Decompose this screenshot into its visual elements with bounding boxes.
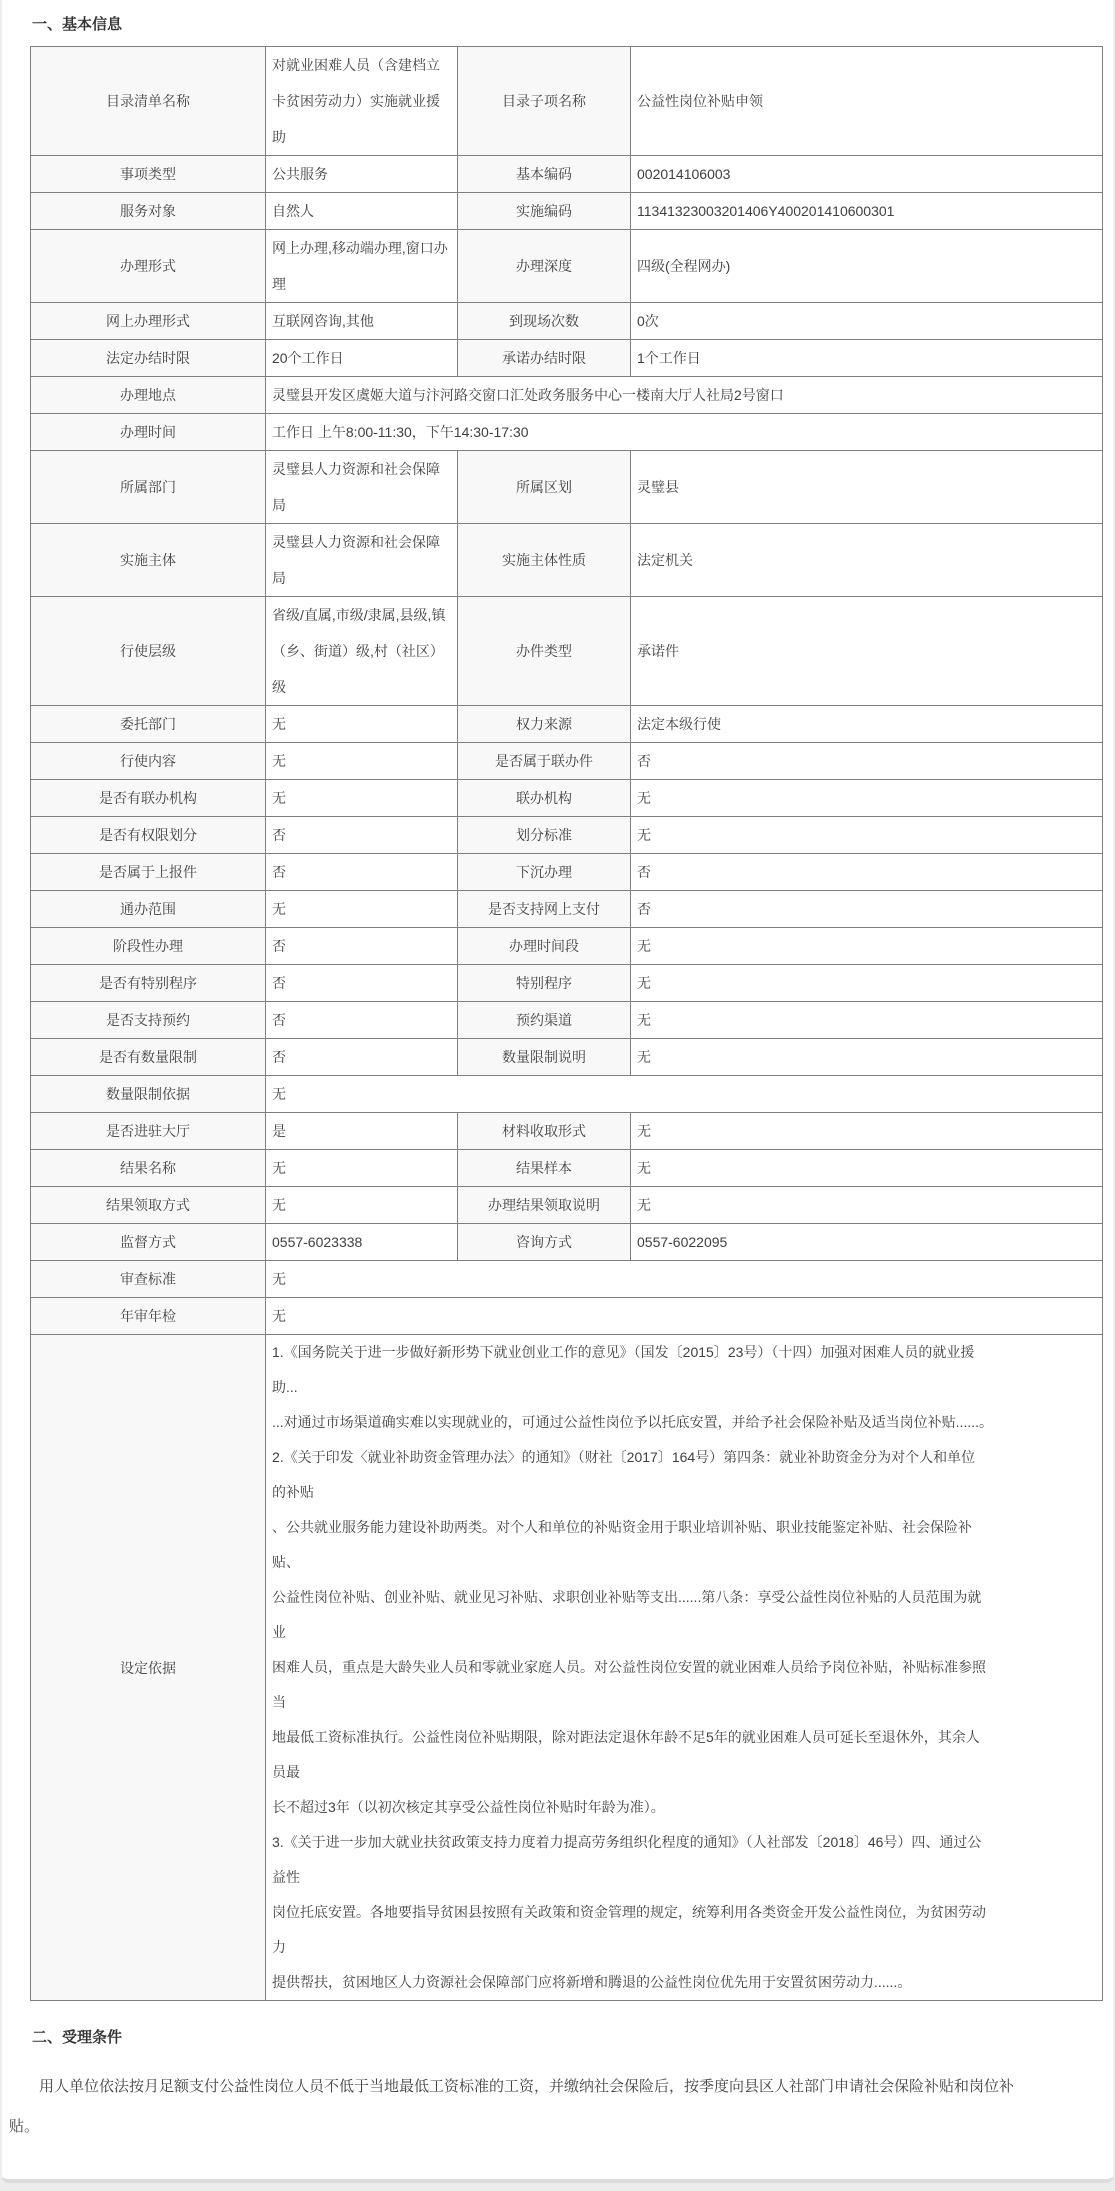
legal-basis-line: 困难人员，重点是大龄失业人员和零就业家庭人员。对公益性岗位安置的就业困难人员给予岗位补贴，补贴标准参照 xyxy=(272,1659,986,1675)
table-row xyxy=(31,340,1103,377)
legal-basis-line: 业 xyxy=(272,1624,286,1640)
table-row xyxy=(31,1039,1103,1076)
table-row xyxy=(31,891,1103,928)
field-label: 办理形式 xyxy=(31,230,266,303)
service-detail-page xyxy=(1,0,1114,2183)
field-label: 结果名称 xyxy=(31,1150,266,1187)
field-label: 设定依据 xyxy=(31,1335,266,2001)
field-label: 是否进驻大厅 xyxy=(31,1113,266,1150)
field-value: 是 xyxy=(266,1113,458,1150)
table-row xyxy=(31,1224,1103,1261)
field-value: 否 xyxy=(266,817,458,854)
section-title-conditions: 二、受理条件 xyxy=(32,2029,123,2046)
field-value: 灵璧县开发区虞姬大道与汴河路交窗口汇处政务服务中心一楼南大厅人社局2号窗口 xyxy=(266,377,1103,414)
legal-basis-line: 力 xyxy=(272,1939,286,1955)
field-value: 1个工作日 xyxy=(631,340,1103,377)
legal-basis-line: 长不超过3年（以初次核定其享受公益性岗位补贴时年龄为准）。 xyxy=(272,1799,665,1815)
field-value: 工作日 上午8:00-11:30，下午14:30-17:30 xyxy=(266,414,1103,451)
table-row xyxy=(31,597,1103,706)
field-value: 四级(全程网办) xyxy=(631,230,1103,303)
table-row xyxy=(31,743,1103,780)
table-row xyxy=(31,524,1103,597)
field-value: 否 xyxy=(266,1039,458,1076)
table-row xyxy=(31,1335,1103,2001)
field-label: 网上办理形式 xyxy=(31,303,266,340)
basic-info-table xyxy=(30,46,1103,2001)
field-label: 联办机构 xyxy=(458,780,631,817)
field-label: 是否属于上报件 xyxy=(31,854,266,891)
table-row xyxy=(31,193,1103,230)
field-value: 公益性岗位补贴申领 xyxy=(631,47,1103,156)
field-label: 行使层级 xyxy=(31,597,266,706)
table-row xyxy=(31,1150,1103,1187)
field-label: 是否支持网上支付 xyxy=(458,891,631,928)
legal-basis-line: ...对通过市场渠道确实难以实现就业的，可通过公益性岗位予以托底安置，并给予社会保险补贴及适当岗位补贴......。 xyxy=(272,1414,994,1430)
field-value: 灵璧县人力资源和社会保障局 xyxy=(266,524,458,597)
field-value: 对就业困难人员（含建档立卡贫困劳动力）实施就业援助 xyxy=(266,47,458,156)
legal-basis-line: 贴、 xyxy=(272,1554,300,1570)
field-label: 是否属于联办件 xyxy=(458,743,631,780)
basic-info-body xyxy=(31,47,1103,2001)
field-value: 0557-6022095 xyxy=(631,1224,1103,1261)
field-value: 无 xyxy=(266,1298,1103,1335)
field-value: 无 xyxy=(631,1039,1103,1076)
field-value: 网上办理,移动端办理,窗口办理 xyxy=(266,230,458,303)
field-value: 否 xyxy=(631,891,1103,928)
legal-basis-line: 公益性岗位补贴、创业补贴、就业见习补贴、求职创业补贴等支出......第八条：享受公益性岗位补贴的人员范围为就 xyxy=(272,1589,982,1605)
field-value: 无 xyxy=(631,780,1103,817)
field-value: 无 xyxy=(266,1261,1103,1298)
field-label: 通办范围 xyxy=(31,891,266,928)
field-value: 无 xyxy=(631,1187,1103,1224)
legal-basis-line: 员最 xyxy=(272,1764,300,1780)
field-label: 委托部门 xyxy=(31,706,266,743)
field-label: 划分标准 xyxy=(458,817,631,854)
field-label: 下沉办理 xyxy=(458,854,631,891)
field-label: 咨询方式 xyxy=(458,1224,631,1261)
field-value: 互联网咨询,其他 xyxy=(266,303,458,340)
table-row xyxy=(31,817,1103,854)
field-value: 无 xyxy=(266,891,458,928)
field-label: 承诺办结时限 xyxy=(458,340,631,377)
field-label: 法定办结时限 xyxy=(31,340,266,377)
legal-basis-line: 、公共就业服务能力建设补助两类。对个人和单位的补贴资金用于职业培训补贴、职业技能鉴定补贴、社会保险补 xyxy=(272,1519,972,1535)
field-label: 审查标准 xyxy=(31,1261,266,1298)
field-value: 省级/直属,市级/隶属,县级,镇（乡、街道）级,村（社区）级 xyxy=(266,597,458,706)
field-value: 无 xyxy=(266,1076,1103,1113)
field-value: 自然人 xyxy=(266,193,458,230)
field-label: 实施主体性质 xyxy=(458,524,631,597)
field-label: 是否有权限划分 xyxy=(31,817,266,854)
legal-basis-line: 3.《关于进一步加大就业扶贫政策支持力度着力提高劳务组织化程度的通知》（人社部发〔2018〕46号）四、通过公 xyxy=(272,1834,982,1850)
table-row xyxy=(31,1002,1103,1039)
table-row xyxy=(31,928,1103,965)
field-label: 行使内容 xyxy=(31,743,266,780)
field-label: 是否有联办机构 xyxy=(31,780,266,817)
field-label: 监督方式 xyxy=(31,1224,266,1261)
field-label: 事项类型 xyxy=(31,156,266,193)
field-value: 无 xyxy=(631,965,1103,1002)
field-label: 实施主体 xyxy=(31,524,266,597)
table-row xyxy=(31,1261,1103,1298)
legal-basis-line: 的补贴 xyxy=(272,1484,314,1500)
field-value: 法定机关 xyxy=(631,524,1103,597)
table-row xyxy=(31,47,1103,156)
legal-basis-line: 1.《国务院关于进一步做好新形势下就业创业工作的意见》（国发〔2015〕23号）（十四）加强对困难人员的就业援 xyxy=(272,1344,975,1360)
field-value: 灵璧县 xyxy=(631,451,1103,524)
field-label: 是否有特别程序 xyxy=(31,965,266,1002)
field-value: 无 xyxy=(266,706,458,743)
field-label: 办理时间 xyxy=(31,414,266,451)
legal-basis-line: 益性 xyxy=(272,1869,300,1885)
field-label: 是否支持预约 xyxy=(31,1002,266,1039)
field-value: 否 xyxy=(266,854,458,891)
table-row xyxy=(31,706,1103,743)
field-label: 预约渠道 xyxy=(458,1002,631,1039)
field-value: 否 xyxy=(266,1002,458,1039)
field-label: 阶段性办理 xyxy=(31,928,266,965)
field-label: 办理深度 xyxy=(458,230,631,303)
field-label: 数量限制依据 xyxy=(31,1076,266,1113)
field-label: 所属部门 xyxy=(31,451,266,524)
table-row xyxy=(31,230,1103,303)
conditions-paragraph: 用人单位依法按月足额支付公益性岗位人员不低于当地最低工资标准的工资，并缴纳社会保险后，按季度向县区人社部门申请社会保险补贴和岗位补贴。 xyxy=(9,2078,1015,2135)
field-value: 公共服务 xyxy=(266,156,458,193)
field-value: 无 xyxy=(631,928,1103,965)
field-value: 灵璧县人力资源和社会保障局 xyxy=(266,451,458,524)
field-label: 办件类型 xyxy=(458,597,631,706)
field-label: 实施编码 xyxy=(458,193,631,230)
legal-basis-line: 地最低工资标准执行。公益性岗位补贴期限，除对距法定退休年龄不足5年的就业困难人员可延长至退休外，其余人 xyxy=(272,1729,980,1745)
table-row xyxy=(31,854,1103,891)
field-value: 无 xyxy=(631,817,1103,854)
field-label: 目录子项名称 xyxy=(458,47,631,156)
table-row xyxy=(31,965,1103,1002)
table-row xyxy=(31,1187,1103,1224)
field-value: 无 xyxy=(266,743,458,780)
field-value: 无 xyxy=(631,1002,1103,1039)
field-value: 无 xyxy=(631,1113,1103,1150)
table-row xyxy=(31,377,1103,414)
legal-basis-line: 助... xyxy=(272,1379,298,1395)
table-row xyxy=(31,1298,1103,1335)
field-label: 权力来源 xyxy=(458,706,631,743)
field-label: 到现场次数 xyxy=(458,303,631,340)
field-label: 所属区划 xyxy=(458,451,631,524)
field-label: 特别程序 xyxy=(458,965,631,1002)
field-value: 20个工作日 xyxy=(266,340,458,377)
field-label: 办理结果领取说明 xyxy=(458,1187,631,1224)
field-value: 002014106003 xyxy=(631,156,1103,193)
field-value: 0557-6023338 xyxy=(266,1224,458,1261)
field-value: 11341323003201406Y400201410600301 xyxy=(631,193,1103,230)
field-value: 0次 xyxy=(631,303,1103,340)
table-row xyxy=(31,451,1103,524)
field-value: 无 xyxy=(631,1150,1103,1187)
section-title-basic-info: 一、基本信息 xyxy=(32,16,123,33)
legal-basis-line: 当 xyxy=(272,1694,286,1710)
table-row xyxy=(31,1076,1103,1113)
field-value: 否 xyxy=(631,854,1103,891)
field-label: 办理时间段 xyxy=(458,928,631,965)
field-label: 数量限制说明 xyxy=(458,1039,631,1076)
field-label: 年审年检 xyxy=(31,1298,266,1335)
field-value: 承诺件 xyxy=(631,597,1103,706)
table-row xyxy=(31,156,1103,193)
field-value: 无 xyxy=(266,1150,458,1187)
field-label: 基本编码 xyxy=(458,156,631,193)
field-label: 是否有数量限制 xyxy=(31,1039,266,1076)
table-row xyxy=(31,1113,1103,1150)
table-row xyxy=(31,780,1103,817)
field-value: 法定本级行使 xyxy=(631,706,1103,743)
field-value: 无 xyxy=(266,1187,458,1224)
table-row xyxy=(31,303,1103,340)
legal-basis-line: 岗位托底安置。各地要指导贫困县按照有关政策和资金管理的规定，统筹利用各类资金开发公益性岗位，为贫困劳动 xyxy=(272,1904,986,1920)
field-value: 无 xyxy=(266,780,458,817)
field-value xyxy=(266,1335,1103,2001)
table-row xyxy=(31,414,1103,451)
field-value: 否 xyxy=(266,965,458,1002)
field-label: 办理地点 xyxy=(31,377,266,414)
legal-basis-line: 提供帮扶，贫困地区人力资源社会保障部门应将新增和腾退的公益性岗位优先用于安置贫困劳动力......。 xyxy=(272,1974,912,1990)
legal-basis-line: 2.《关于印发〈就业补助资金管理办法〉的通知》（财社〔2017〕164号）第四条：就业补助资金分为对个人和单位 xyxy=(272,1449,976,1465)
field-label: 结果领取方式 xyxy=(31,1187,266,1224)
field-label: 结果样本 xyxy=(458,1150,631,1187)
field-label: 材料收取形式 xyxy=(458,1113,631,1150)
field-label: 服务对象 xyxy=(31,193,266,230)
field-value: 否 xyxy=(631,743,1103,780)
field-value: 否 xyxy=(266,928,458,965)
field-label: 目录清单名称 xyxy=(31,47,266,156)
